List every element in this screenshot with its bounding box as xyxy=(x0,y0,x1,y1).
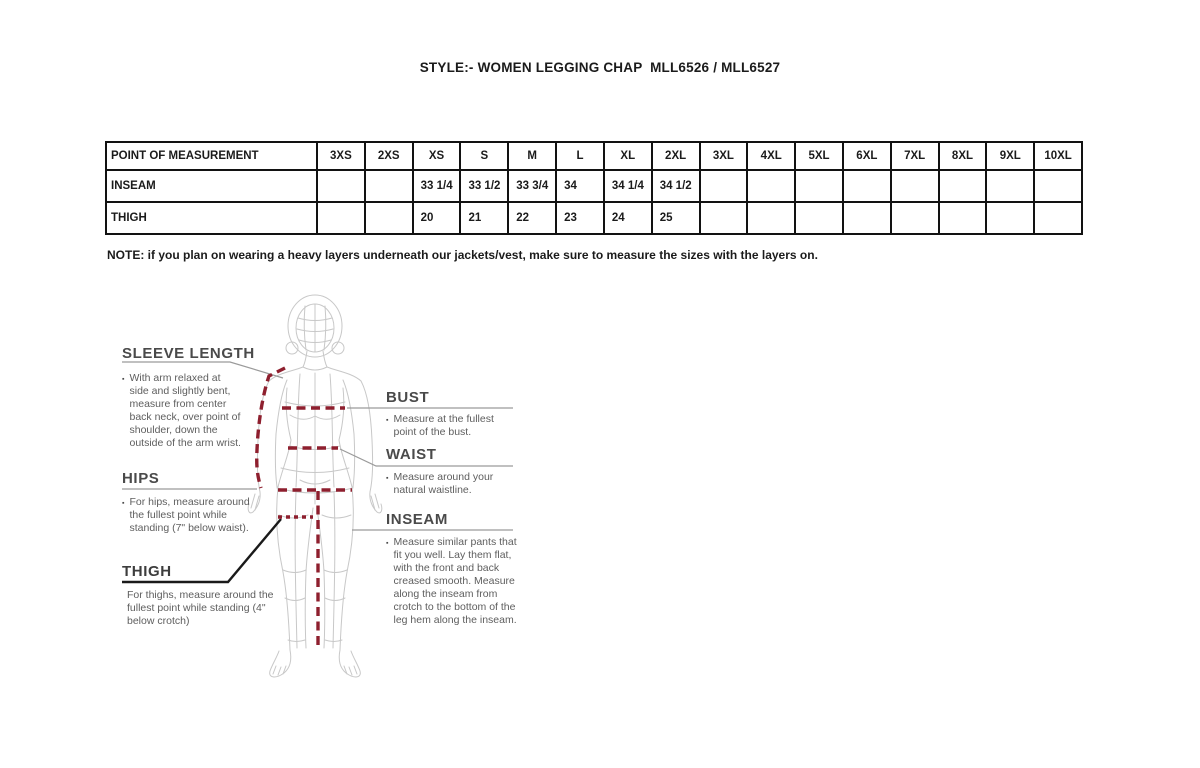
table-row xyxy=(106,202,1082,234)
size-value-cell: 33 1/2 xyxy=(460,170,508,202)
note-text: NOTE: if you plan on wearing a heavy layers underneath our jackets/vest, make sure to measure the sizes with the layers on. xyxy=(107,248,818,262)
size-header-cell: 6XL xyxy=(843,142,891,170)
sleeve-measure-line xyxy=(257,368,285,488)
size-value-cell xyxy=(986,170,1034,202)
size-value-cell: 34 xyxy=(556,170,604,202)
size-header-cell: XS xyxy=(413,142,461,170)
sleeve-length-text: With arm relaxed at side and slightly bent, measure from center back neck, over point of shoulder, down the outside of the arm wrist. xyxy=(129,372,241,449)
bullet: ▪ xyxy=(122,500,125,507)
size-value-cell xyxy=(843,202,891,234)
size-value-cell xyxy=(891,202,939,234)
bullet: ▪ xyxy=(122,376,125,383)
bust-desc xyxy=(386,413,514,439)
document-title: STYLE:- WOMEN LEGGING CHAP MLL6526 / MLL6527 xyxy=(419,60,781,75)
size-header-cell: 3XS xyxy=(317,142,365,170)
waist-desc xyxy=(386,471,514,497)
waist-text: Measure around your natural waistline. xyxy=(393,471,494,496)
size-header-cell: S xyxy=(460,142,508,170)
size-value-cell xyxy=(891,170,939,202)
hips-desc xyxy=(122,496,264,535)
measurement-label-cell: INSEAM xyxy=(106,170,317,202)
size-table xyxy=(105,141,1083,235)
size-value-cell xyxy=(365,202,413,234)
size-header-cell: 2XL xyxy=(652,142,700,170)
hips-text: For hips, measure around the fullest point while standing (7" below waist). xyxy=(129,496,250,534)
measurement-label-cell: THIGH xyxy=(106,202,317,234)
size-value-cell: 24 xyxy=(604,202,652,234)
size-value-cell xyxy=(700,202,748,234)
sleeve-length-heading: SLEEVE LENGTH xyxy=(122,345,255,362)
inseam-heading: INSEAM xyxy=(386,511,448,528)
size-value-cell xyxy=(317,170,365,202)
size-value-cell xyxy=(795,202,843,234)
size-value-cell xyxy=(317,202,365,234)
thigh-heading: THIGH xyxy=(122,563,172,580)
size-header-cell: M xyxy=(508,142,556,170)
size-value-cell xyxy=(365,170,413,202)
bullet: ▪ xyxy=(386,475,389,482)
size-value-cell: 23 xyxy=(556,202,604,234)
size-value-cell xyxy=(747,202,795,234)
bust-heading: BUST xyxy=(386,389,430,406)
inseam-desc xyxy=(386,536,526,627)
size-value-cell: 21 xyxy=(460,202,508,234)
size-table-body xyxy=(106,170,1082,234)
waist-heading: WAIST xyxy=(386,446,437,463)
size-value-cell xyxy=(795,170,843,202)
bust-text: Measure at the fullest point of the bust. xyxy=(393,413,494,438)
size-table-header-row xyxy=(106,142,1082,170)
size-header-cell: 7XL xyxy=(891,142,939,170)
size-header-cell: 3XL xyxy=(700,142,748,170)
sleeve-length-desc xyxy=(122,372,242,450)
size-header-cell: 5XL xyxy=(795,142,843,170)
size-value-cell xyxy=(747,170,795,202)
size-header-cell: 8XL xyxy=(939,142,987,170)
size-header-cell: L xyxy=(556,142,604,170)
size-value-cell xyxy=(1034,202,1082,234)
size-header-cell: XL xyxy=(604,142,652,170)
hips-heading: HIPS xyxy=(122,470,160,487)
bullet: ▪ xyxy=(386,417,389,424)
size-value-cell: 33 1/4 xyxy=(413,170,461,202)
size-value-cell: 34 1/4 xyxy=(604,170,652,202)
table-row xyxy=(106,170,1082,202)
pom-header-cell: POINT OF MEASUREMENT xyxy=(106,142,317,170)
size-value-cell xyxy=(986,202,1034,234)
size-value-cell xyxy=(939,202,987,234)
inseam-text: Measure similar pants that fit you well. Lay them flat, with the front and back creased smooth. Measure along the inseam from crotch to the bottom of the leg hem along the inseam. xyxy=(393,536,517,626)
size-header-cell: 2XS xyxy=(365,142,413,170)
size-value-cell xyxy=(939,170,987,202)
size-value-cell: 22 xyxy=(508,202,556,234)
size-header-cell: 9XL xyxy=(986,142,1034,170)
size-value-cell xyxy=(700,170,748,202)
size-value-cell: 25 xyxy=(652,202,700,234)
size-value-cell: 34 1/2 xyxy=(652,170,700,202)
thigh-desc xyxy=(122,589,282,628)
thigh-text: For thighs, measure around the fullest point while standing (4" below crotch) xyxy=(127,589,274,627)
size-value-cell: 20 xyxy=(413,202,461,234)
size-value-cell xyxy=(843,170,891,202)
size-header-cell: 4XL xyxy=(747,142,795,170)
bullet: ▪ xyxy=(386,540,389,547)
size-value-cell: 33 3/4 xyxy=(508,170,556,202)
size-value-cell xyxy=(1034,170,1082,202)
size-header-cell: 10XL xyxy=(1034,142,1082,170)
